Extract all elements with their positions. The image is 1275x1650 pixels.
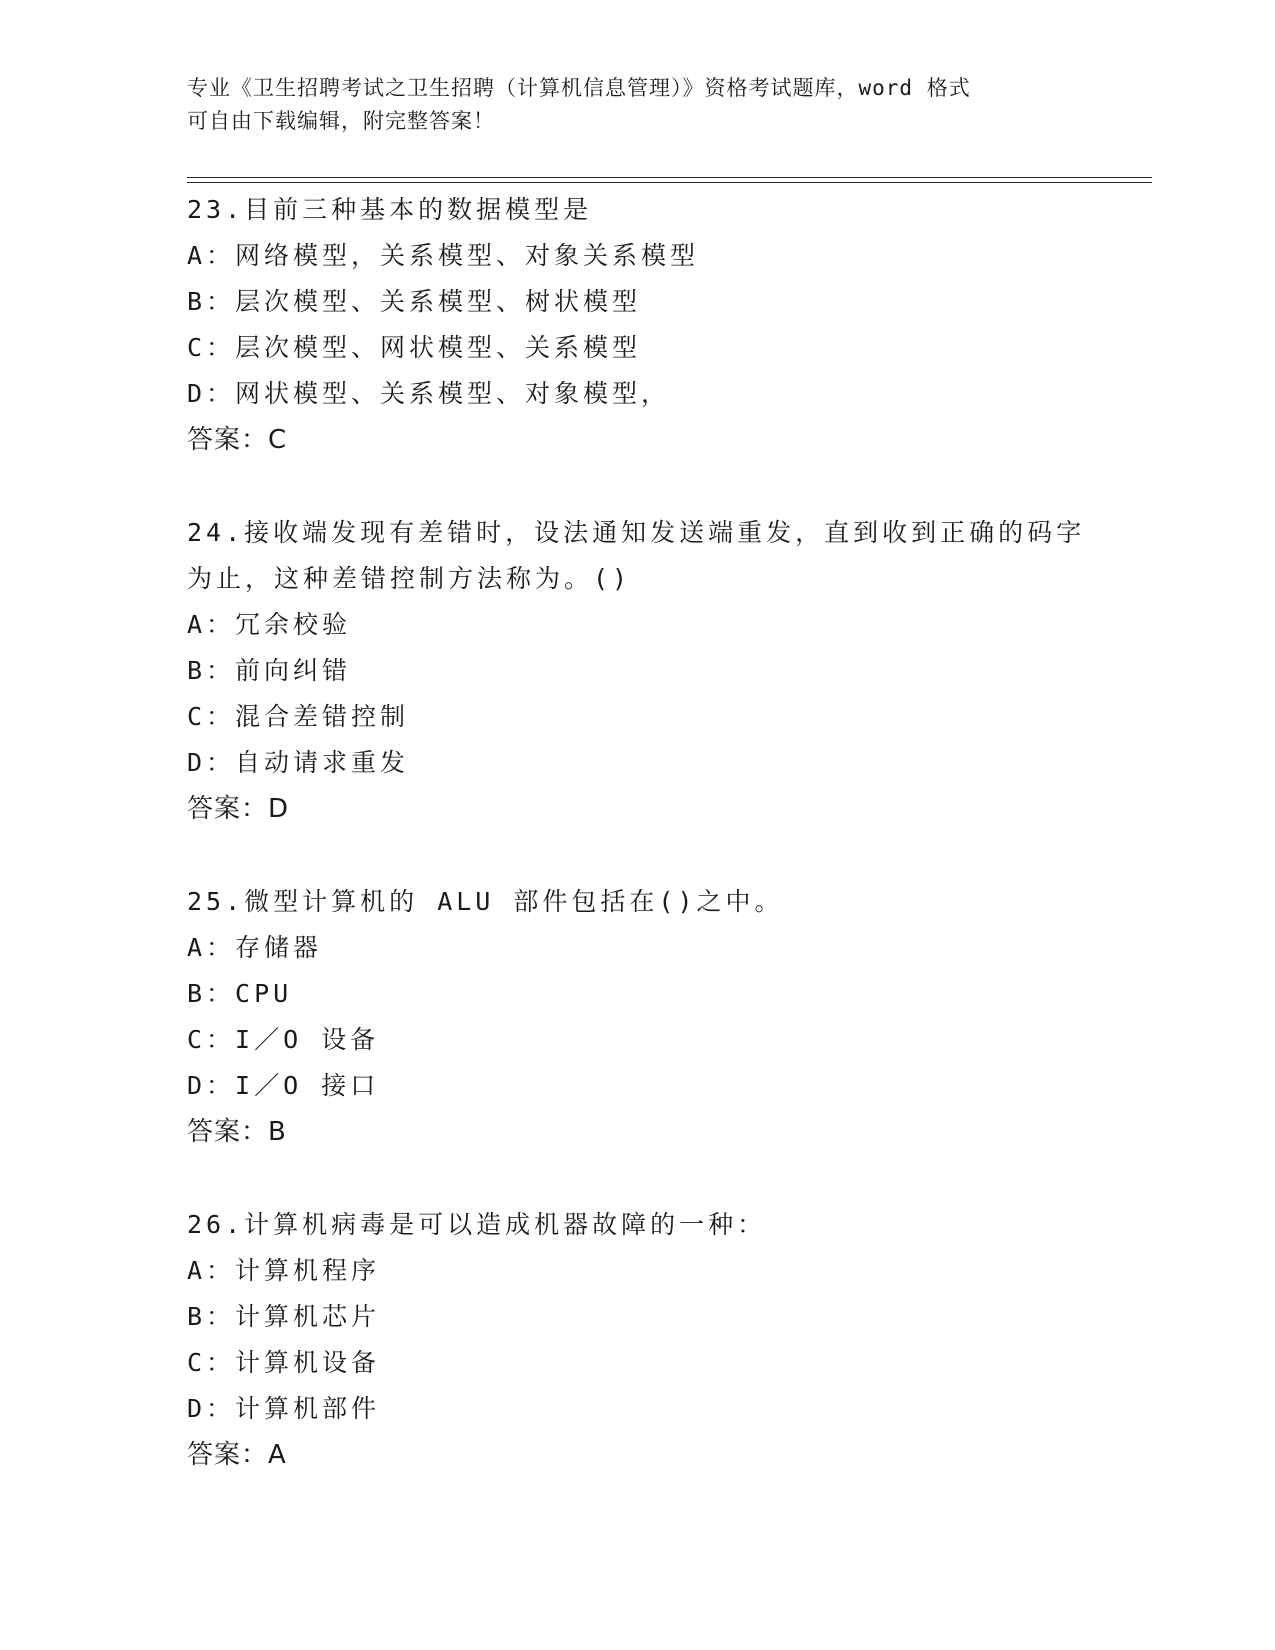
question-stem [187, 187, 1087, 233]
option-b: B：CPU [187, 979, 293, 1008]
question-stem-line: 26.计算机病毒是可以造成机器故障的一种： [187, 1210, 767, 1239]
option-a: A：冗余校验 [187, 610, 352, 639]
question-26 [187, 1202, 1087, 1478]
question-stem-line: 24.接收端发现有差错时，设法通知发送端重发，直到收到正确的码字 [187, 518, 1086, 547]
answer-line: 答案：B [187, 1117, 287, 1147]
question-stem [187, 510, 1087, 602]
question-list [187, 187, 1087, 1525]
answer-line: 答案：A [187, 1440, 287, 1470]
option-b: B：层次模型、关系模型、树状模型 [187, 287, 642, 316]
question-stem [187, 879, 1087, 925]
question-stem-line: 25.微型计算机的 ALU 部件包括在()之中。 [187, 887, 784, 916]
question-stem-line: 23.目前三种基本的数据模型是 [187, 195, 593, 224]
header-divider-bottom [187, 182, 1152, 183]
option-c: C：混合差错控制 [187, 702, 410, 731]
option-c: C：层次模型、网状模型、关系模型 [187, 333, 642, 362]
option-c: C：I／O 设备 [187, 1025, 380, 1054]
option-b: B：前向纠错 [187, 656, 352, 685]
option-a: A：存储器 [187, 933, 323, 962]
question-23 [187, 187, 1087, 463]
option-a: A：计算机程序 [187, 1256, 381, 1285]
document-header [187, 72, 1067, 138]
header-line-1: 专业《卫生招聘考试之卫生招聘（计算机信息管理）》资格考试题库，word 格式 [187, 76, 971, 100]
option-d: D：网状模型、关系模型、对象模型， [187, 379, 671, 408]
question-stem [187, 1202, 1087, 1248]
answer-line: 答案：C [187, 425, 288, 455]
question-25 [187, 879, 1087, 1155]
question-stem-line: 为止，这种差错控制方法称为。() [187, 564, 632, 593]
option-a: A：网络模型，关系模型、对象关系模型 [187, 241, 700, 270]
question-24 [187, 510, 1087, 832]
option-b: B：计算机芯片 [187, 1302, 381, 1331]
answer-line: 答案：D [187, 794, 290, 824]
option-d: D：计算机部件 [187, 1394, 381, 1423]
header-line-2: 可自由下载编辑，附完整答案！ [187, 109, 495, 133]
option-c: C：计算机设备 [187, 1348, 381, 1377]
option-d: D：I／O 接口 [187, 1071, 380, 1100]
option-d: D：自动请求重发 [187, 748, 410, 777]
header-divider-top [187, 177, 1152, 178]
